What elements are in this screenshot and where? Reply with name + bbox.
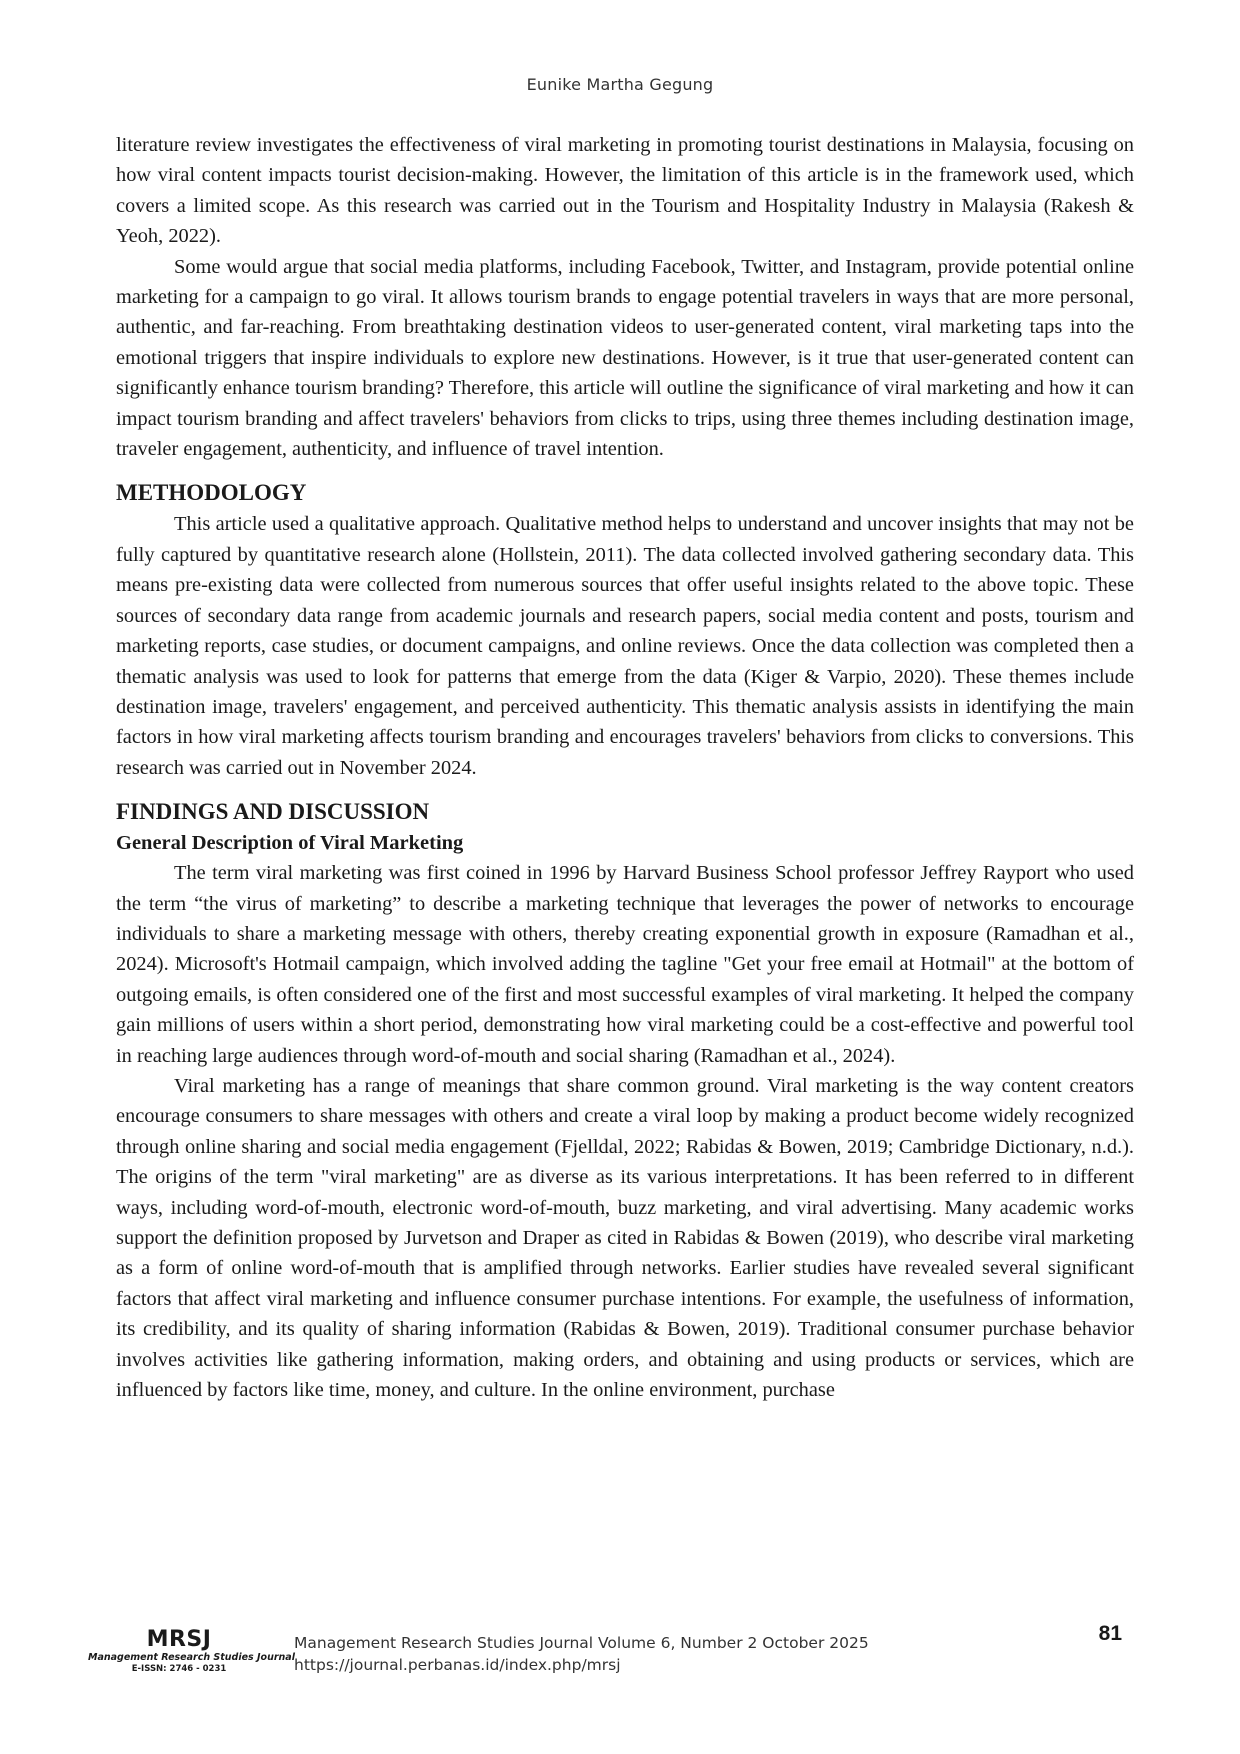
intro-paragraph: Some would argue that social media platforms, including Facebook, Twitter, and Instagram, provide potential online marketing for a campaign to go viral. It allows tourism brands to engage potential travelers in ways that are more personal, authentic, and far-reaching. From breathtaking destination videos to user-generated content, viral marketing taps into the emotional triggers that inspire individuals to explore new destinations. However, is it true that user-generated content can significantly enhance tourism branding? Therefore, this article will outline the significance of viral marketing and how it can impact tourism branding and affect travelers' behaviors from clicks to trips, using three themes including destination image, traveler engagement, authenticity, and influence of travel intention.	[116, 255, 1134, 461]
findings-paragraph: The term viral marketing was first coined in 1996 by Harvard Business School professor Jeffrey Rayport who used the term “the virus of marketing” to describe a marketing technique that leverages the power of networks to encourage individuals to share a marketing message with others, thereby creating exponential growth in exposure (Ramadhan et al., 2024). Microsoft's Hotmail campaign, which involved adding the tagline "Get your free email at Hotmail" at the bottom of outgoing emails, is often considered one of the first and most successful examples of viral marketing. It helped the company gain millions of users within a short period, demonstrating how viral marketing could be a cost-effective and powerful tool in reaching large audiences through word-of-mouth and social sharing (Ramadhan et al., 2024).	[116, 862, 1134, 1067]
findings-paragraph: Viral marketing has a range of meanings that share common ground. Viral marketing is the way content creators encourage consumers to share messages with others and create a viral loop by making a product become widely recognized through online sharing and social media engagement (Fjelldal, 2022; Rabidas & Bowen, 2019; Cambridge Dictionary, n.d.). The origins of the term "viral marketing" are as diverse as its various interpretations. It has been referred to in different ways, including word-of-mouth, electronic word-of-mouth, buzz marketing, and viral advertising. Many academic works support the definition proposed by Jurvetson and Draper as cited in Rabidas & Bowen (2019), who describe viral marketing as a form of online word-of-mouth that is amplified through networks. Earlier studies have revealed several significant factors that affect viral marketing and influence consumer purchase intentions. For example, the usefulness of information, its credibility, and its quality of sharing information (Rabidas & Bowen, 2019). Traditional consumer purchase behavior involves activities like gathering information, making orders, and obtaining and using products or services, which are influenced by factors like time, money, and culture. In the online environment, purchase	[116, 1074, 1134, 1402]
intro-paragraph-continued: literature review investigates the effectiveness of viral marketing in promoting tourist destinations in Malaysia, focusing on how viral content impacts tourist decision-making. However, the limitation of this article is in the framework used, which covers a limited scope. As this research was carried out in the Tourism and Hospitality Industry in Malaysia (Rakesh & Yeoh, 2022).	[116, 134, 1134, 248]
footer-journal-info	[294, 1632, 869, 1676]
methodology-paragraph: This article used a qualitative approach. Qualitative method helps to understand and uncover insights that may not be fully captured by quantitative research alone (Hollstein, 2011). The data collected involved gathering secondary data. This means pre-existing data were collected from numerous sources that offer useful insights related to the above topic. These sources of secondary data range from academic journals and research papers, social media content and posts, tourism and marketing reports, case studies, or document campaigns, and online reviews. Once the data collection was completed then a thematic analysis was used to look for patterns that emerge from the data (Kiger & Varpio, 2020). These themes include destination image, travelers' engagement, and perceived authenticity. This thematic analysis assists in identifying the main factors in how viral marketing affects tourism branding and encourages travelers' behaviors from clicks to conversions. This research was carried out in November 2024.	[116, 513, 1134, 779]
footer-url: https://journal.perbanas.id/index.php/mrsj	[294, 1656, 621, 1674]
findings-subheading: General Description of Viral Marketing	[116, 832, 464, 855]
findings-heading: FINDINGS AND DISCUSSION	[116, 799, 430, 825]
logo-subtitle: Management Research Studies Journal	[88, 1652, 295, 1663]
logo-issn: E-ISSN: 2746 - 0231	[131, 1664, 227, 1674]
journal-logo	[88, 1627, 295, 1675]
methodology-heading: METHODOLOGY	[116, 480, 307, 506]
page-body	[116, 130, 1134, 1405]
logo-title: MRSJ	[146, 1627, 212, 1652]
running-header-author: Eunike Martha Gegung	[526, 75, 714, 94]
footer-journal-line: Management Research Studies Journal Volume 6, Number 2 October 2025	[294, 1634, 869, 1652]
page-number: 81	[1098, 1622, 1122, 1645]
